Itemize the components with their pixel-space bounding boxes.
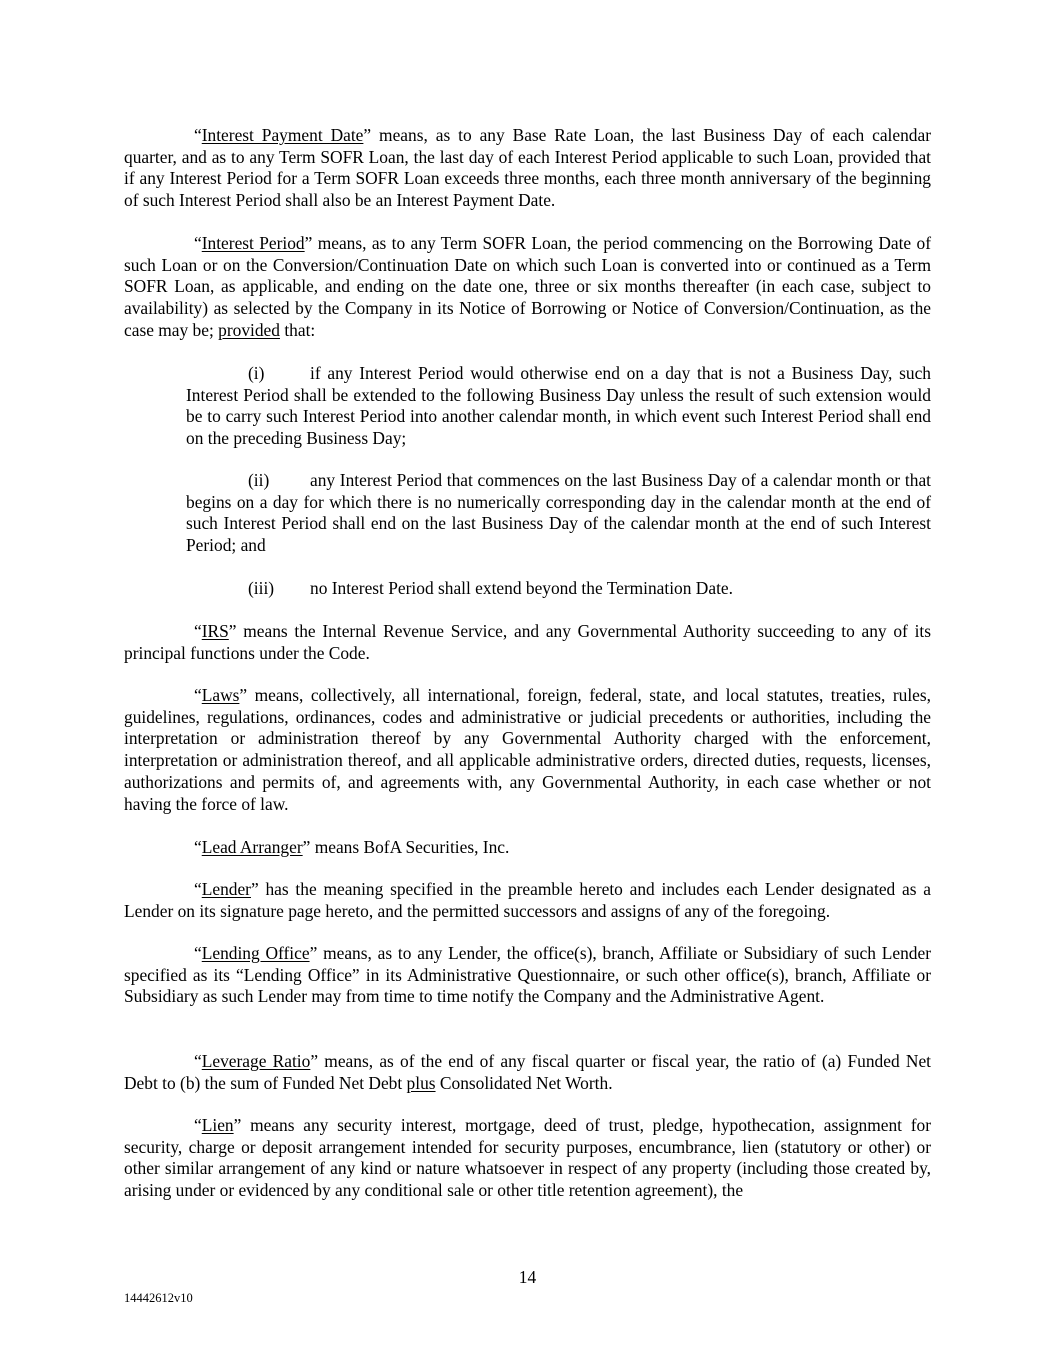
provided-term: provided <box>218 319 280 340</box>
definition-lender <box>124 879 931 922</box>
definition-lien <box>124 1115 931 1202</box>
open-quote: “ <box>194 1051 202 1071</box>
defined-term: Lead Arranger <box>201 837 303 857</box>
open-quote: “ <box>194 879 202 899</box>
definition-text: ” has the meaning specified in the preamble hereto and includes each Lender designated as a Lender on its signature page hereto, and the permitted successors and assigns of any of the foregoing. <box>124 879 931 921</box>
defined-term: IRS <box>201 621 229 641</box>
definition-text: ” means, as to any Lender, the office(s), branch, Affiliate or Subsidiary of such Lender specified as its “Lending Office” in its Administrative Questionnaire, or such other office(s), branch, Affiliate or Subsidiary as such Lender may from time to time notify the Company and the Administrative Agent. <box>124 943 931 1007</box>
sub-item-text: if any Interest Period would otherwise end on a day that is not a Business Day, such Interest Period shall be extended to the following Business Day unless the result of such extension would be to carry such Interest Period into another calendar month, in which event such Interest Period shall end on the preceding Business Day; <box>186 363 931 449</box>
sub-item-text: any Interest Period that commences on the last Business Day of a calendar month or that begins on a day for which there is no numerically corresponding day in the calendar month at the end of such Interest Period shall end on the last Business Day of the calendar month at the end of such Interest Period; and <box>186 470 931 556</box>
open-quote: “ <box>194 943 202 963</box>
document-id: 14442612v10 <box>124 1291 193 1305</box>
definition-text: ” means BofA Securities, Inc. <box>302 837 510 857</box>
definition-text: ” means the Internal Revenue Service, and any Governmental Authority succeeding to any of its principal functions under the Code. <box>124 621 931 663</box>
open-quote: “ <box>194 685 202 705</box>
sub-item-number: (ii) <box>248 470 270 490</box>
defined-term: Leverage Ratio <box>201 1051 311 1071</box>
open-quote: “ <box>194 125 202 145</box>
definition-interest-period <box>124 233 931 342</box>
definition-text: ” means any security interest, mortgage, deed of trust, pledge, hypothecation, assignment for security, charge or deposit arrangement intended for security purposes, encumbrance, lien (statutory or other) or other similar arrangement of any kind or nature whatsoever in respect of any property (including those created by, arising under or evidenced by any conditional sale or other title retention agreement), the <box>124 1115 931 1201</box>
definition-tail: that: <box>279 319 316 340</box>
definition-text: ” means, as to any Term SOFR Loan, the period commencing on the Borrowing Date of such Loan or on the Conversion/Continuation Date on which such Loan is converted into or continued as a Term SOFR Loan, as applicable, and ending on the date one, three or six months thereafter (in each case, subject to availability) as selected by the Company in its Notice of Borrowing or Notice of Conversion/Continuation, as the case may be; <box>124 233 931 340</box>
defined-term: Lender <box>201 879 251 899</box>
definition-irs <box>124 621 931 664</box>
open-quote: “ <box>194 837 202 857</box>
definition-interest-payment-date <box>124 125 931 212</box>
sub-item-text: no Interest Period shall extend beyond the Termination Date. <box>310 578 733 598</box>
defined-term: Laws <box>201 685 240 705</box>
page-number: 14 <box>518 1267 537 1287</box>
sub-item-i <box>186 363 931 450</box>
defined-term: Interest Period <box>201 233 305 253</box>
sub-item-number: (i) <box>248 363 265 383</box>
definition-leverage-ratio <box>124 1051 931 1094</box>
open-quote: “ <box>194 621 202 641</box>
definition-text: ” means, collectively, all international, foreign, federal, state, and local statutes, treaties, rules, guidelines, regulations, ordinances, codes and administrative or judicial precedents or authorities, including the interpretation or administration thereof by any Governmental Authority charged with the enforcement, interpretation or administration thereof, and all applicable administrative orders, directed duties, requests, licenses, authorizations and permits of, and agreements with, any Governmental Authority, in each case whether or not having the force of law. <box>124 685 931 814</box>
definition-text: ” means, as of the end of any fiscal quarter or fiscal year, the ratio of (a) Funded Net Debt to (b) the sum of Funded Net Debt <box>124 1051 931 1093</box>
defined-term: Lending Office <box>201 943 310 963</box>
open-quote: “ <box>194 233 202 253</box>
definition-text: ” means, as to any Base Rate Loan, the last Business Day of each calendar quarter, and as to any Term SOFR Loan, the last day of each Interest Period applicable to such Loan, provided that if any Interest Period for a Term SOFR Loan exceeds three months, each three month anniversary of the beginning of such Interest Period shall also be an Interest Payment Date. <box>124 125 931 211</box>
definition-tail: Consolidated Net Worth. <box>435 1072 613 1093</box>
sub-item-iii <box>186 578 931 600</box>
definition-laws <box>124 685 931 815</box>
plus-term: plus <box>406 1072 436 1093</box>
sub-item-number: (iii) <box>248 578 275 598</box>
defined-term: Lien <box>201 1115 234 1135</box>
definition-lead-arranger <box>124 837 931 859</box>
sub-item-ii <box>186 470 931 557</box>
definition-lending-office <box>124 943 931 1008</box>
defined-term: Interest Payment Date <box>201 125 364 145</box>
open-quote: “ <box>194 1115 202 1135</box>
